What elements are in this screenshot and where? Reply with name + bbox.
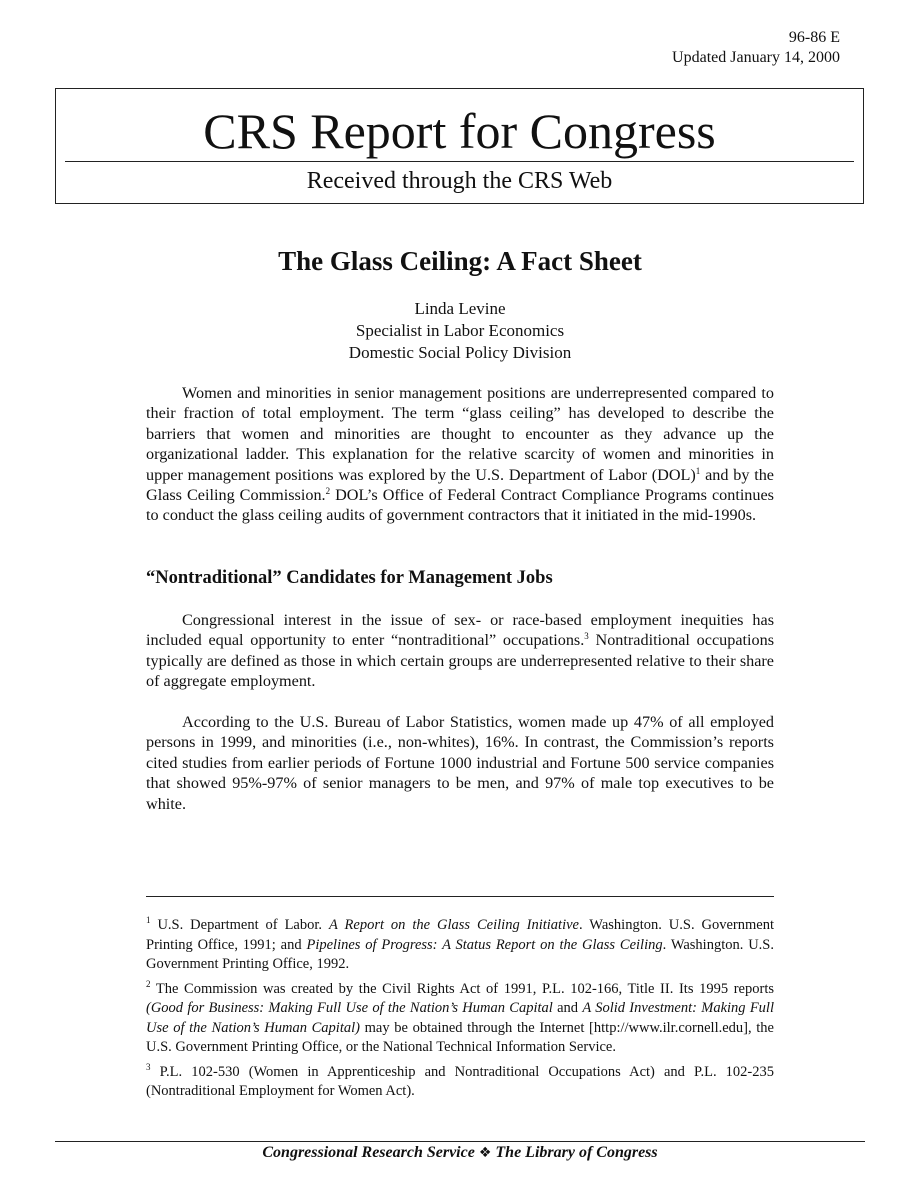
footnote-3	[146, 1063, 774, 1102]
footer-divider	[55, 1141, 865, 1142]
diamond-ornament-icon: ❖	[478, 1145, 492, 1161]
section-paragraph-2: According to the U.S. Bureau of Labor Statistics, women made up 47% of all employed persons in 1999, and minorities (i.e., non-whites), 16%. In contrast, the Commission’s reports cited studies from earlier periods of Fortune 1000 industrial and Fortune 500 service companies that showed 95%-97% of senior managers to be men, and 97% of male top executives to be white.	[146, 713, 774, 813]
report-number: 96-86 E	[788, 29, 840, 46]
footnote-citation-title: A Solid Investment: Making Full Use of the Nation’s Human Capital)	[146, 1000, 774, 1036]
footnote-text: The Commission was created by the Civil Rights Act of 1991, P.L. 102-166, Title II. Its 1995 reports	[150, 980, 774, 997]
footnote-mark-1: 1	[146, 915, 151, 925]
section-text-part: Congressional interest in the issue of sex- or race-based employment inequities has included equal opportunity to enter “nontraditional” occupations.	[146, 611, 774, 650]
footnote-ref-2: 2	[325, 486, 331, 497]
footnote-text: P.L. 102-530 (Women in Apprenticeship and Nontraditional Occupations Act) and P.L. 102-235 (Nontraditional Employment for Women Act).	[146, 1063, 774, 1099]
footnote-mark-3: 3	[146, 1061, 151, 1072]
footnote-text: may be obtained through the Internet [http://www.ilr.cornell.edu], the U.S. Government Printing Office, or the National Technical Information Service.	[146, 1019, 774, 1055]
section-paragraph-1	[146, 610, 774, 692]
intro-section	[146, 383, 774, 526]
footnote-text: and	[552, 1000, 583, 1016]
footer-library-name: The Library of Congress	[495, 1144, 658, 1161]
author-position: Specialist in Labor Economics	[355, 321, 565, 340]
intro-text-part: DOL’s Office of Federal Contract Compliance Programs continues to conduct the glass ceiling audits of government contractors that it initiated in the mid-1990s.	[146, 486, 774, 525]
intro-paragraph	[146, 383, 774, 526]
masthead-subtitle: Received through the CRS Web	[306, 168, 613, 194]
report-updated-date: Updated January 14, 2000	[672, 49, 840, 66]
footnote-citation-title: (Good for Business: Making Full Use of the Nation’s Human Capital	[146, 1000, 553, 1016]
footnote-citation-title: A Report on the Glass Ceiling Initiative	[328, 917, 579, 933]
footnote-divider	[146, 896, 774, 897]
author-division: Domestic Social Policy Division	[348, 343, 572, 362]
section-paragraph-2-block	[146, 712, 774, 814]
footnotes	[146, 916, 774, 1107]
footnote-2	[146, 980, 774, 1058]
footer-crs-name: Congressional Research Service	[262, 1144, 475, 1161]
section-text-part: Nontraditional occupations typically are defined as those in which certain groups are underrepresented relative to their share of aggregate employment.	[146, 631, 774, 691]
author-name: Linda Levine	[414, 299, 506, 318]
intro-text-part: and by the Glass Ceiling Commission.	[146, 465, 774, 505]
footnote-citation-title: Pipelines of Progress: A Status Report on the Glass Ceiling	[306, 936, 663, 953]
footnote-text: . Washington. U.S. Government Printing Office, 1992.	[146, 936, 774, 972]
author-block	[0, 298, 920, 364]
footnote-ref-3: 3	[584, 631, 589, 642]
document-title: The Glass Ceiling: A Fact Sheet	[278, 246, 642, 276]
masthead-box	[55, 88, 864, 204]
page-footer	[0, 1144, 920, 1162]
masthead-title: CRS Report for Congress	[203, 103, 716, 159]
footnote-text: U.S. Department of Labor.	[150, 917, 329, 933]
intro-text-part: Women and minorities in senior management positions are underrepresented compared to their fraction of total employment. The term “glass ceiling” has developed to describe the barriers that women and minorities are thought to encounter as they advance up the organizational ladder. This explanation for the relative scarcity of women and minorities in upper management positions was explored by the U.S. Department of Labor (DOL)	[146, 384, 774, 484]
section-heading: “Nontraditional” Candidates for Management Jobs	[146, 568, 553, 588]
section-paragraph-1-block	[146, 610, 774, 692]
footnote-text: . Washington. U.S. Government Printing Office, 1991; and	[146, 917, 774, 953]
footnote-mark-2: 2	[146, 978, 151, 989]
footnote-ref-1: 1	[695, 465, 701, 476]
report-identifier	[672, 28, 840, 68]
masthead-divider	[65, 161, 854, 162]
footnote-1	[146, 916, 774, 975]
